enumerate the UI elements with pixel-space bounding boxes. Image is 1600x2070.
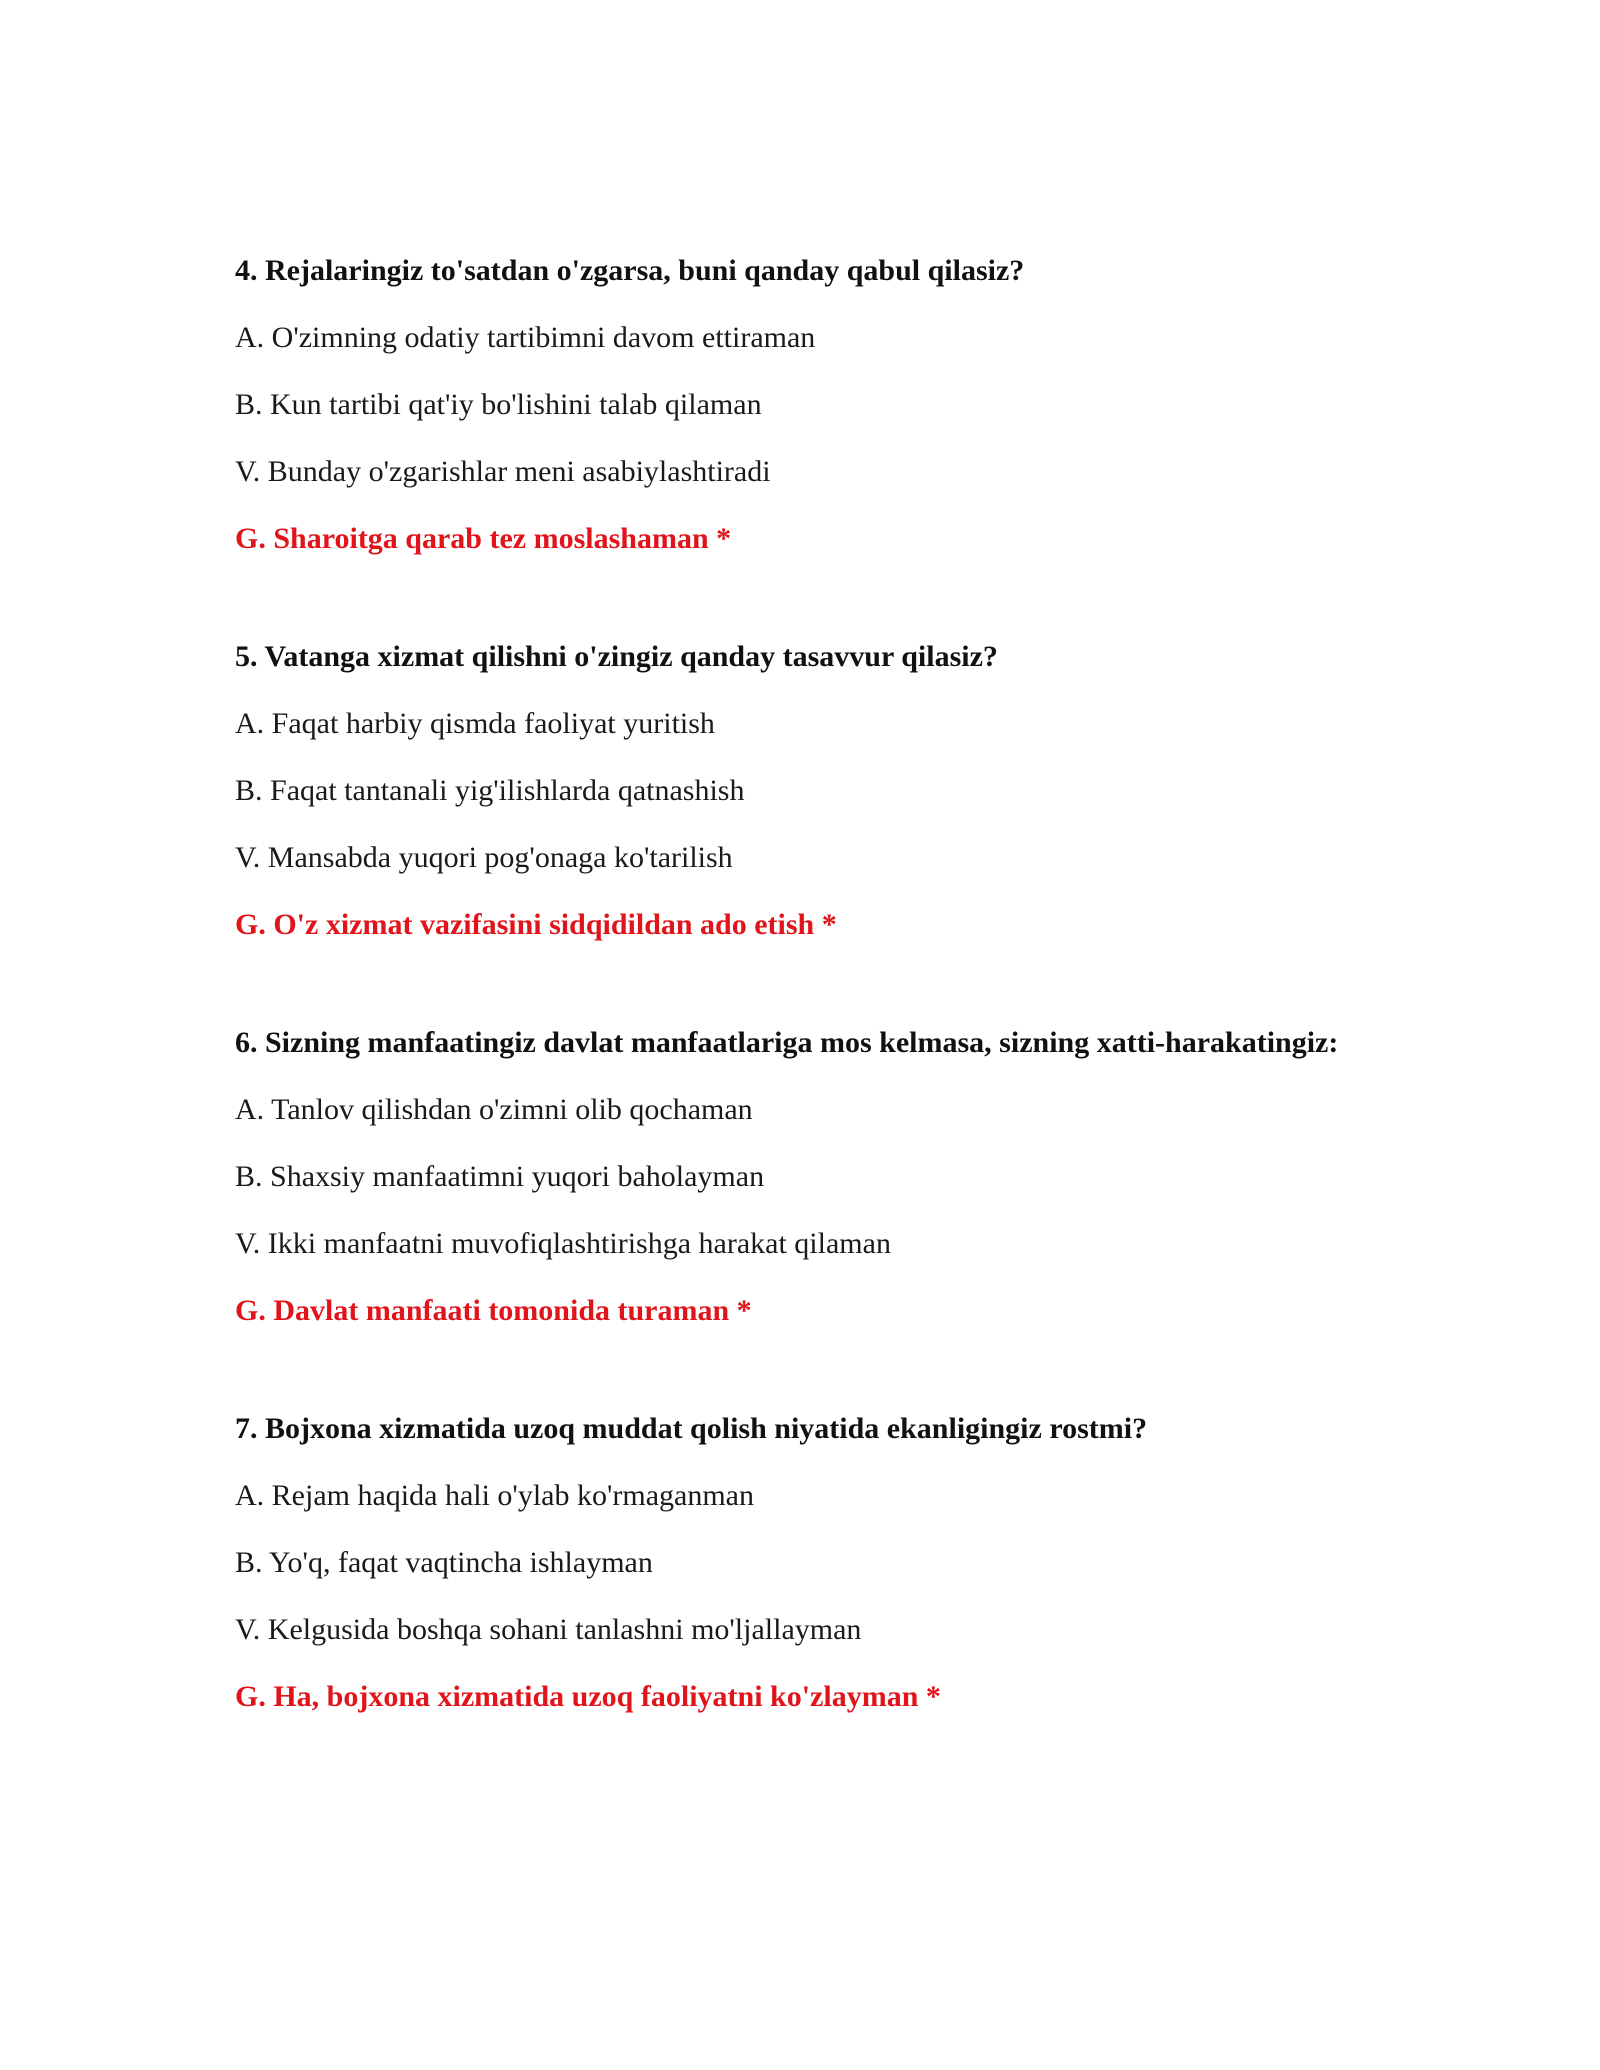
question-5 xyxy=(235,636,1365,945)
option-v: V. Ikki manfaatni muvofiqlashtirishga harakat qilaman xyxy=(235,1227,891,1260)
question-text: 4. Rejalaringiz to'satdan o'zgarsa, buni qanday qabul qilasiz? xyxy=(235,254,1025,287)
question-7 xyxy=(235,1408,1365,1717)
option-a: A. O'zimning odatiy tartibimni davom ettiraman xyxy=(235,321,816,354)
option-v: V. Mansabda yuqori pog'onaga ko'tarilish xyxy=(235,841,733,874)
option-g-correct: G. Davlat manfaati tomonida turaman * xyxy=(235,1294,752,1327)
option-v: V. Bunday o'zgarishlar meni asabiylashtiradi xyxy=(235,455,771,488)
option-a: A. Tanlov qilishdan o'zimni olib qochaman xyxy=(235,1093,753,1126)
question-4 xyxy=(235,250,1365,559)
option-a: A. Rejam haqida hali o'ylab ko'rmaganman xyxy=(235,1479,754,1512)
document-page xyxy=(235,250,1365,1794)
option-b: B. Faqat tantanali yig'ilishlarda qatnashish xyxy=(235,774,745,807)
option-g-correct: G. O'z xizmat vazifasini sidqidildan ado etish * xyxy=(235,908,837,941)
option-b: B. Yo'q, faqat vaqtincha ishlayman xyxy=(235,1546,653,1579)
question-text: 6. Sizning manfaatingiz davlat manfaatlariga mos kelmasa, sizning xatti-harakatingiz: xyxy=(235,1026,1339,1059)
option-a: A. Faqat harbiy qismda faoliyat yuritish xyxy=(235,707,715,740)
question-text: 7. Bojxona xizmatida uzoq muddat qolish niyatida ekanligingiz rostmi? xyxy=(235,1412,1148,1445)
option-g-correct: G. Sharoitga qarab tez moslashaman * xyxy=(235,522,732,555)
option-b: B. Shaxsiy manfaatimni yuqori baholayman xyxy=(235,1160,765,1193)
option-b: B. Kun tartibi qat'iy bo'lishini talab qilaman xyxy=(235,388,762,421)
option-v: V. Kelgusida boshqa sohani tanlashni mo'ljallayman xyxy=(235,1613,862,1646)
option-g-correct: G. Ha, bojxona xizmatida uzoq faoliyatni ko'zlayman * xyxy=(235,1680,941,1713)
question-text: 5. Vatanga xizmat qilishni o'zingiz qanday tasavvur qilasiz? xyxy=(235,640,998,673)
question-6 xyxy=(235,1022,1365,1331)
